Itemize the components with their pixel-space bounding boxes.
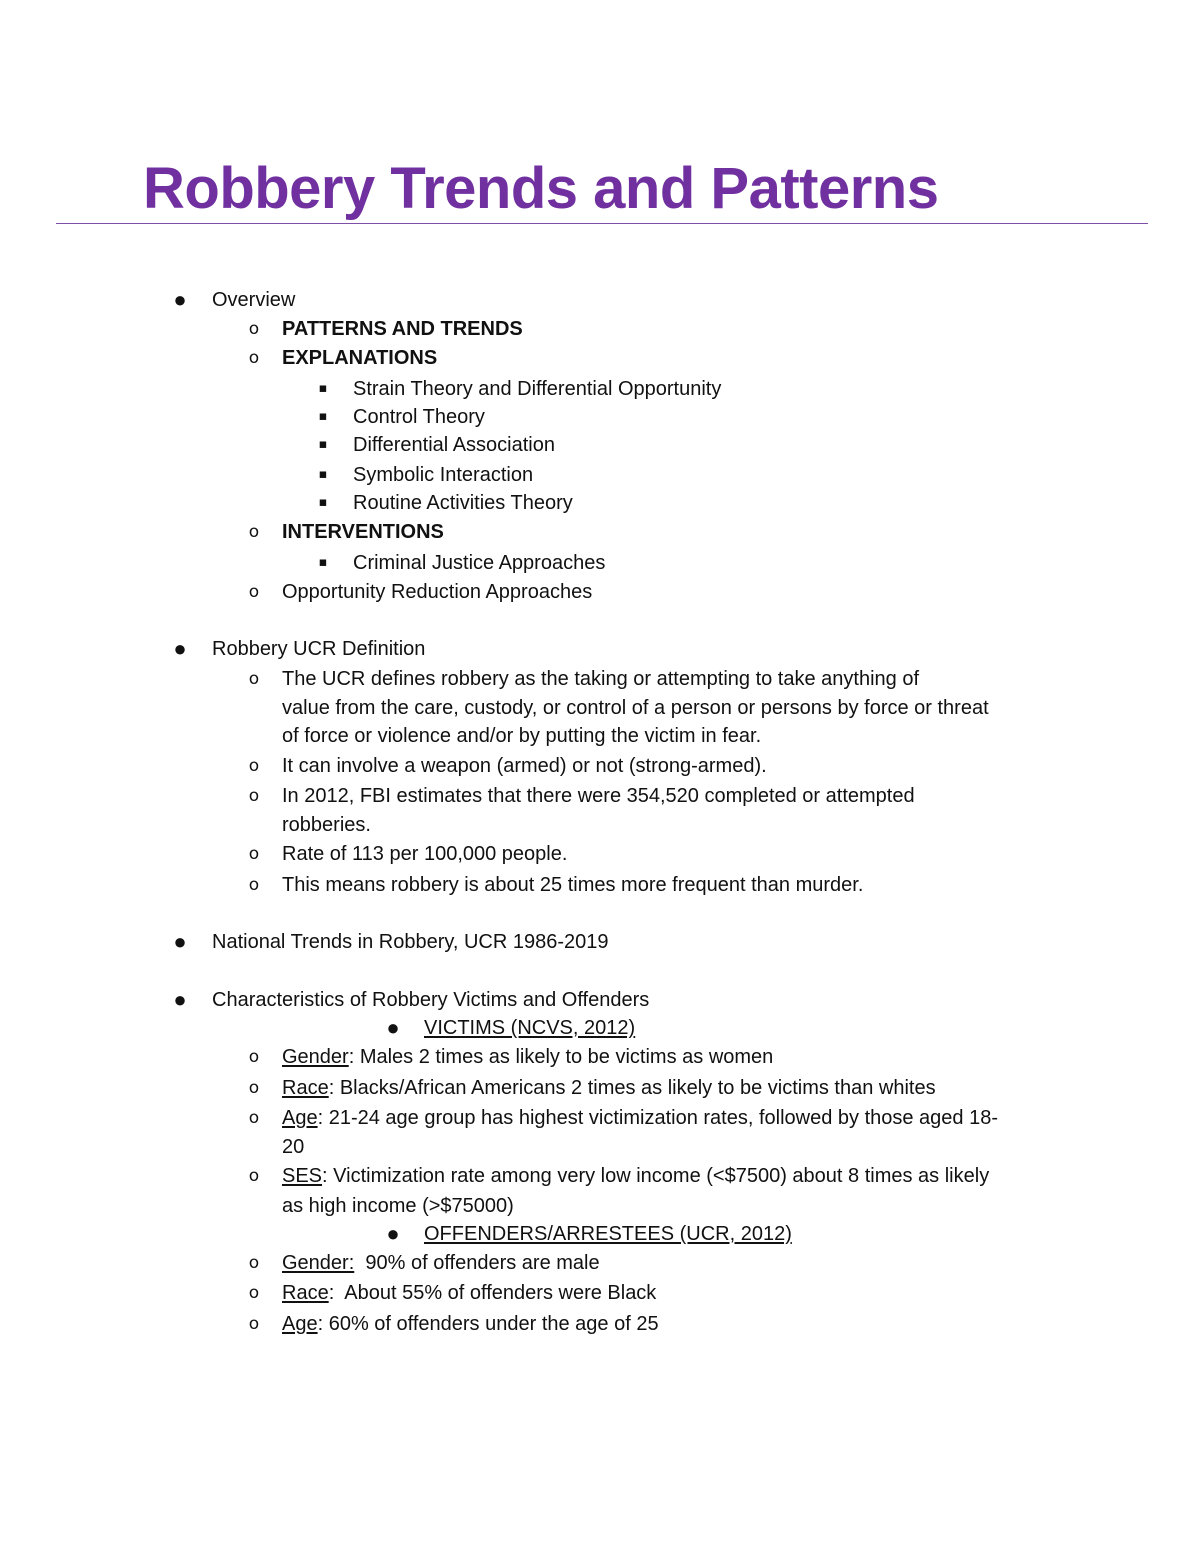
circle-marker: o bbox=[248, 875, 260, 895]
definition-text: The UCR defines robbery as the taking or attempting to take anything of bbox=[282, 668, 920, 690]
offenders-header: OFFENDERS/ARRESTEES (UCR, 2012) bbox=[424, 1223, 792, 1245]
theory-item: Routine Activities Theory bbox=[353, 492, 573, 514]
circle-marker: o bbox=[248, 1047, 260, 1067]
circle-marker: o bbox=[248, 1108, 260, 1128]
victim-ses: SES: Victimization rate among very low income (<$7500) about 8 times as likely bbox=[282, 1165, 990, 1187]
bullet-marker: ● bbox=[173, 987, 187, 1012]
circle-marker: o bbox=[248, 1314, 260, 1334]
square-marker: ▪ bbox=[318, 555, 328, 570]
square-marker: ▪ bbox=[318, 409, 328, 424]
theory-item: Symbolic Interaction bbox=[353, 464, 534, 486]
overview-heading: Overview bbox=[212, 289, 296, 311]
victims-header: VICTIMS (NCVS, 2012) bbox=[424, 1017, 636, 1039]
square-marker: ▪ bbox=[318, 495, 328, 510]
theory-item: Differential Association bbox=[353, 434, 555, 456]
patterns-item: PATTERNS AND TRENDS bbox=[282, 318, 523, 340]
bullet-marker: ● bbox=[173, 287, 187, 312]
square-marker: ▪ bbox=[318, 437, 328, 452]
interventions-item: INTERVENTIONS bbox=[282, 521, 444, 543]
circle-marker: o bbox=[248, 786, 260, 806]
explanations-item: EXPLANATIONS bbox=[282, 347, 438, 369]
bullet-marker: ● bbox=[386, 1015, 400, 1040]
victim-age-continued: 20 bbox=[282, 1136, 305, 1158]
definition-text: Rate of 113 per 100,000 people. bbox=[282, 843, 568, 865]
criminal-justice-item: Criminal Justice Approaches bbox=[353, 552, 606, 574]
bullet-marker: ● bbox=[386, 1221, 400, 1246]
circle-marker: o bbox=[248, 844, 260, 864]
circle-marker: o bbox=[248, 756, 260, 776]
victim-age: Age: 21-24 age group has highest victimization rates, followed by those aged 18- bbox=[282, 1107, 999, 1129]
square-marker: ▪ bbox=[318, 381, 328, 396]
circle-marker: o bbox=[248, 319, 260, 339]
title-underline bbox=[56, 223, 1148, 224]
definition-text: In 2012, FBI estimates that there were 354,520 completed or attempted bbox=[282, 785, 915, 807]
circle-marker: o bbox=[248, 582, 260, 602]
circle-marker: o bbox=[248, 1166, 260, 1186]
opportunity-item: Opportunity Reduction Approaches bbox=[282, 581, 593, 603]
bullet-marker: ● bbox=[173, 929, 187, 954]
characteristics-heading: Characteristics of Robbery Victims and Offenders bbox=[212, 989, 650, 1011]
offender-gender: Gender: 90% of offenders are male bbox=[282, 1252, 600, 1274]
trends-heading: National Trends in Robbery, UCR 1986-2019 bbox=[212, 931, 609, 953]
definition-text: It can involve a weapon (armed) or not (strong-armed). bbox=[282, 755, 767, 777]
offender-age: Age: 60% of offenders under the age of 25 bbox=[282, 1313, 659, 1335]
definition-text: robberies. bbox=[282, 814, 371, 836]
theory-item: Control Theory bbox=[353, 406, 485, 428]
definition-text: value from the care, custody, or control of a person or persons by force or threat bbox=[282, 697, 989, 719]
document-title: Robbery Trends and Patterns bbox=[143, 156, 939, 221]
definition-text: of force or violence and/or by putting the victim in fear. bbox=[282, 725, 762, 747]
circle-marker: o bbox=[248, 1078, 260, 1098]
definition-text: This means robbery is about 25 times more frequent than murder. bbox=[282, 874, 864, 896]
definition-heading: Robbery UCR Definition bbox=[212, 638, 426, 660]
victim-gender: Gender: Males 2 times as likely to be victims as women bbox=[282, 1046, 774, 1068]
victim-ses-continued: as high income (>$75000) bbox=[282, 1195, 514, 1217]
square-marker: ▪ bbox=[318, 467, 328, 482]
circle-marker: o bbox=[248, 1253, 260, 1273]
circle-marker: o bbox=[248, 1283, 260, 1303]
circle-marker: o bbox=[248, 669, 260, 689]
theory-item: Strain Theory and Differential Opportunity bbox=[353, 378, 722, 400]
circle-marker: o bbox=[248, 522, 260, 542]
offender-race: Race: About 55% of offenders were Black bbox=[282, 1282, 657, 1304]
circle-marker: o bbox=[248, 348, 260, 368]
bullet-marker: ● bbox=[173, 636, 187, 661]
victim-race: Race: Blacks/African Americans 2 times as likely to be victims than whites bbox=[282, 1077, 936, 1099]
